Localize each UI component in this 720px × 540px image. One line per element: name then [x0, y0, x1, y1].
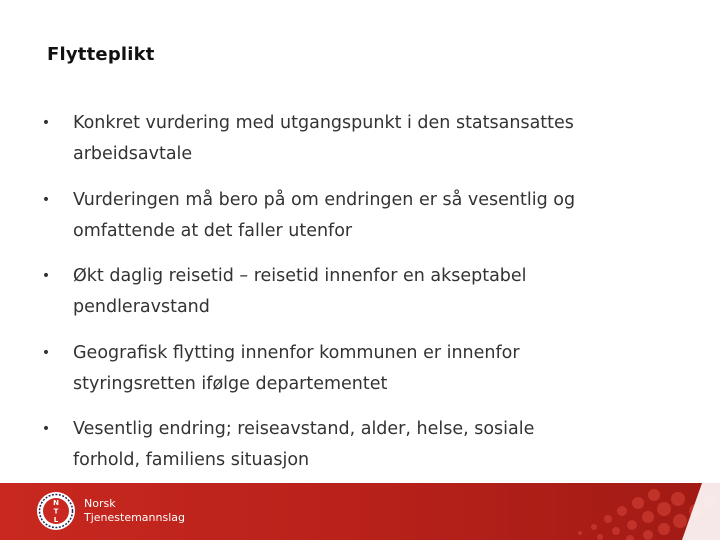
- bullet-text-line: forhold, familiens situasjon: [73, 450, 310, 470]
- bullet-text-line: arbeidsavtale: [73, 144, 193, 164]
- list-item: [40, 185, 680, 247]
- bullet-text-line: styringsretten ifølge departementet: [73, 373, 388, 394]
- slide-title: Flytteplikt: [47, 44, 155, 65]
- bullet-icon: •: [41, 344, 51, 361]
- bullet-list: [40, 108, 680, 491]
- list-item: [40, 261, 680, 323]
- bullet-text-line: pendleravstand: [73, 297, 210, 317]
- bullet-text-line: Konkret vurdering med utgangspunkt i den statsansattes: [73, 113, 574, 133]
- logo-letter: N: [53, 499, 59, 507]
- logo-letter: T: [53, 507, 59, 516]
- bullet-text-line: Økt daglig reisetid – reisetid innenfor en akseptabel: [73, 266, 527, 286]
- logo-letter: L: [53, 516, 59, 524]
- ntl-seal-icon: [36, 491, 76, 531]
- bullet-text-line: Geografisk flytting innenfor kommunen er innenfor: [73, 342, 520, 363]
- bullet-text-line: Vesentlig endring; reiseavstand, alder, helse, sosiale: [73, 419, 535, 439]
- bullet-icon: •: [41, 268, 51, 284]
- org-name: [84, 497, 185, 525]
- bullet-text-line: Vurderingen må bero på om endringen er så vesentlig og: [73, 189, 576, 210]
- org-name-line1: Norsk: [84, 497, 116, 510]
- footer-dot-pattern-icon: [560, 483, 720, 540]
- bullet-icon: •: [41, 115, 51, 131]
- bullet-text-line: omfattende at det faller utenfor: [73, 220, 353, 241]
- list-item: [40, 108, 680, 170]
- bullet-icon: •: [41, 421, 51, 437]
- org-name-line2: Tjenestemannslag: [84, 511, 186, 524]
- list-item: [40, 414, 680, 476]
- list-item: [40, 338, 680, 400]
- bullet-icon: •: [41, 191, 51, 208]
